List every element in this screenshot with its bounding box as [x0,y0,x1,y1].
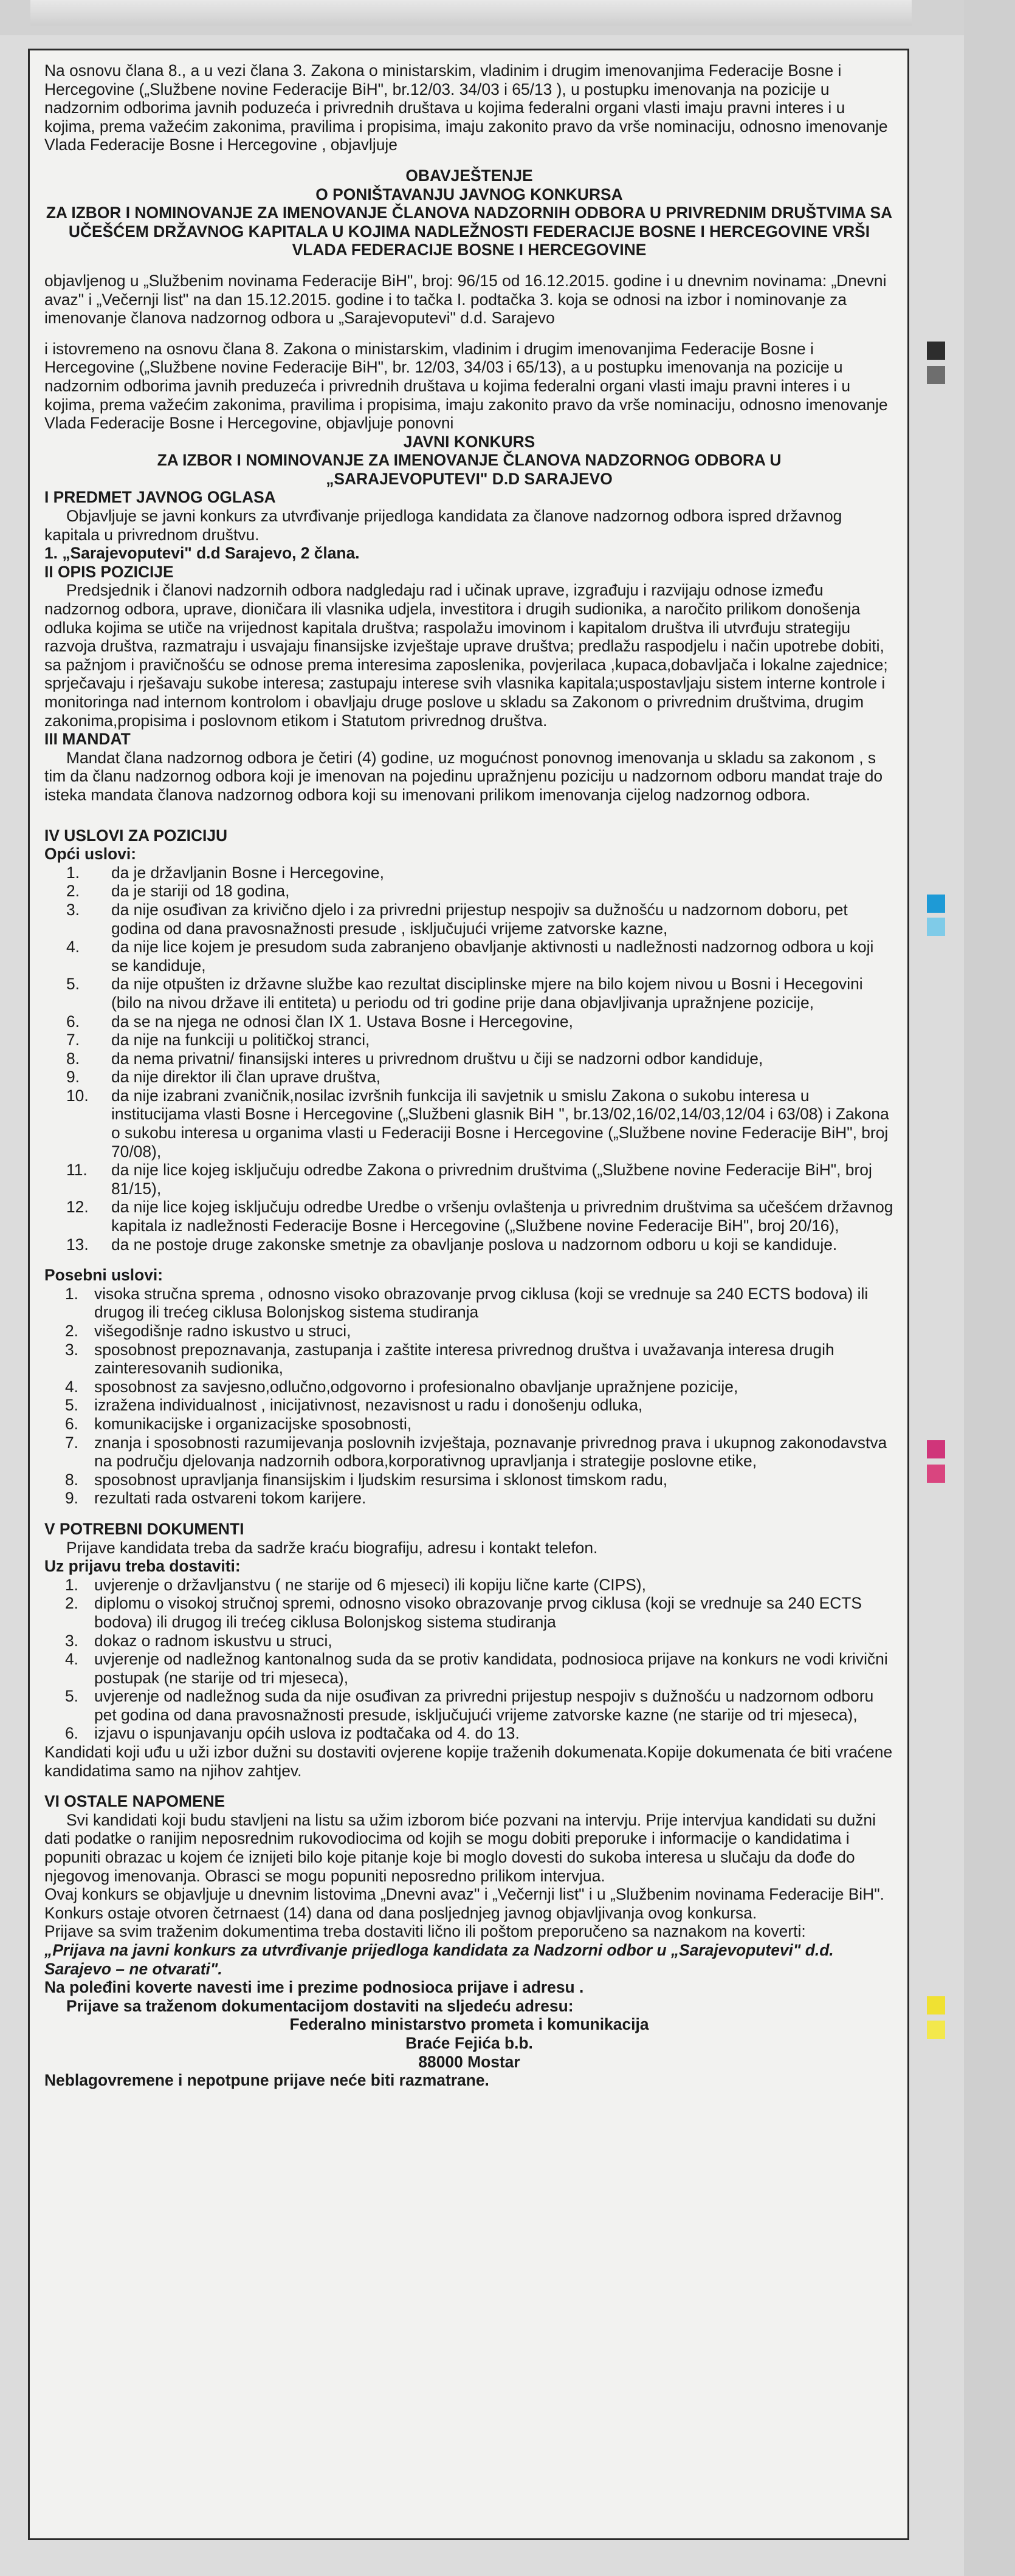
section-3-body: Mandat člana nadzornog odbora je četiri (4) godine, uz mogućnost ponovnog imenovanja u skladu sa zakonom , s tim da članu nadzornog odbora koji je imenovan na pojedinu upražnjenu poziciju u nadzornom odboru mandat traje do isteka mandata članova nadzornog odbora koji su imenovani prilikom imenovanja cijelog nadzornog odbora. [44,748,883,804]
list-item [44,975,894,1012]
list-item-text: sposobnost za savjesno,odlučno,odgovorno i profesionalno obavljanje upražnjene pozicije, [94,1377,738,1396]
list-item-number: 4. [65,1650,79,1669]
list-item-number: 1. [66,863,80,882]
list-item-text: da je državljanin Bosne i Hercegovine, [111,863,384,882]
notice-title [44,167,894,259]
section-5-heading: V POTREBNI DOKUMENTI [44,1519,244,1538]
section-6-body-1: Svi kandidati koji budu stavljeni na listu sa užim izborom biće pozvani na intervju. Prije intervjua kandidati su dužni dati podatke o ranijim neposrednim rukovodiocima od kojih se mogu dobiti preporuke i informacije o kandidatima i popuniti obrazac u kojem će iznijeti bilo koje pitanje koje bi moglo dovesti do sukoba interesa u slučaju da dođe do njegovog imenovanja. Obrasci se mogu popuniti neposredno prilikom intervjua. [44,1810,876,1885]
list-item-text: da nema privatni/ finansijski interes u privrednom društvu u čiji se nadzorni odbor kandiduje, [111,1049,763,1068]
list-item [44,1632,894,1650]
list-item [44,882,894,901]
list-item-number: 5. [65,1687,79,1706]
section-5-closing: Kandidati koji uđu u uži izbor dužni su dostaviti ovjerene kopije traženih dokumenata.Kopije dokumenata će biti vraćene kandidatima samo na njihov zahtjev. [44,1743,893,1780]
registration-mark-yellow-2 [927,2021,945,2039]
special-conditions-heading: Posebni uslovi: [44,1266,163,1285]
contest-title-line: ZA IZBOR I NOMINOVANJE ZA IMENOVANJE ČLANOVA NADZORNOG ODBORA U [157,451,782,470]
delivery-address [44,2015,894,2071]
list-item-text: da nije na funkciji u političkoj stranci, [111,1031,370,1049]
list-item-text: sposobnost upravljanja finansijskim i ljudskim resursima i sklonost timskom radu, [94,1470,668,1489]
list-item-text: komunikacijske i organizacijske sposobnosti, [94,1414,412,1433]
list-item [44,1471,894,1489]
list-item [44,1322,894,1341]
list-item-number: 13. [66,1235,89,1254]
list-item-number: 3. [65,1340,79,1359]
list-item [44,1049,894,1068]
list-item [44,1576,894,1595]
address-intro: Prijave sa traženom dokumentacijom dostaviti na sljedeću adresu: [66,1996,574,2015]
list-item [44,1415,894,1434]
list-item-text: sposobnost prepoznavanja, zastupanja i zaštite interesa privrednog društva i uvažavanja interesa drugih zainteresovanih sudionika, [94,1340,834,1378]
list-item [44,1724,894,1743]
list-item [44,1031,894,1049]
list-item-number: 12. [66,1198,89,1217]
list-item-number: 2. [65,1322,79,1340]
list-item [44,1161,894,1198]
list-item-text: da je stariji od 18 godina, [111,882,290,901]
section-5-body: Prijave kandidata treba da sadrže kraću biografiju, adresu i kontakt telefon. [66,1538,598,1557]
required-documents-list [44,1576,894,1743]
section-4-heading: IV USLOVI ZA POZICIJU [44,826,228,845]
list-item-text: da ne postoje druge zakonske smetnje za obavljanje poslova u nadzornom odboru u koji se kandiduje. [111,1235,838,1254]
public-notice-document [28,49,909,2540]
section-6-body-2: Ovaj konkurs se objavljuje u dnevnim listovima „Dnevni avaz" i „Večernji list" i u „Službenim novinama Federacije BiH". Konkurs ostaje otvoren četrnaest (14) dana od dana posljednjeg javnog objavljivanja ovog konkursa. [44,1885,884,1922]
list-item-number: 4. [65,1377,79,1396]
list-item-text: višegodišnje radno iskustvo u struci, [94,1322,351,1340]
required-documents-heading: Uz prijavu treba dostaviti: [44,1557,241,1576]
list-item-number: 9. [66,1068,80,1087]
list-item-text: rezultati rada ostvareni tokom karijere. [94,1489,366,1508]
address-line: 88000 Mostar [418,2052,520,2071]
list-item [44,1235,894,1254]
section-1-item: 1. „Sarajevoputevi" d.d Sarajevo, 2 člana. [44,544,360,563]
contest-title-line: JAVNI KONKURS [403,432,535,451]
envelope-label: „Prijava na javni konkurs za utvrđivanje prijedloga kandidata za Nadzorni odbor u „Sarajevoputevi" d.d. Sarajevo – ne otvarati". [44,1941,834,1978]
section-2-body: Predsjednik i članovi nadzornih odbora nadgledaju rad i učinak uprave, izgrađuju i razvijaju odnose između nadzornog odbora, uprave, dioničara ili vlasnika udjela, investitora i drugih sudionika, a naročito prilikom donošenja odluka kojima se utiče na vrijednost kapitala društva; raspolažu imovinom i kapitalom društva ili utvrđuju strategiju razvoja društva, razmatraju i usvajaju finansijske izvještaje uprave društva; predlažu raspodjelu i način upotrebe dobiti, sa pažnjom i pravičnošću se odnose prema interesima zaposlenika, povjerilaca ,kupaca,dobavljača i lokalne zajednice; sprječavaju i rješavaju sukobe interesa; zastupaju interese svih vlasnika kapitala;uspostavljaju sistem interne kontrole i monitoringa nad internom kontrolom i obavljaju druge poslove u skladu sa Zakonom o privrednim društvima, drugim zakonima,propisima i poslovnom etikom i Statutom privrednog društva. [44,581,888,730]
list-item-text: diplomu o visokoj stručnoj spremi, odnosno visoko obrazovanje prvog ciklusa (koji se vrednuje sa 240 ECTS bodova) ili drugog ili trećeg ciklusa Bolonjskog sistema studiranja [94,1594,862,1631]
list-item-number: 1. [65,1575,79,1594]
list-item [44,1396,894,1415]
list-item [44,1341,894,1378]
list-item [44,864,894,882]
envelope-back-note: Na poleđini koverte navesti ime i prezime podnosioca prijave i adresu . [44,1978,584,1997]
registration-mark-cyan [927,895,945,913]
list-item-number: 3. [65,1631,79,1650]
registration-mark-yellow [927,1996,945,2014]
registration-mark-magenta-2 [927,1465,945,1483]
list-item-number: 5. [66,975,80,994]
repeat-body: i istovremeno na osnovu člana 8. Zakona o ministarskim, vladinim i drugim imenovanjima Federacije Bosne i Hercegovine („Službene novine Federacije BiH", br. 12/03, 34/03 i 65/13), a u postupku imenovanja na pozicije u nadzornim odborima javnih preduzeća i privrednih društava u kojima federalni organi vlasti imaju pravni interes i u kojima, prema važećim zakonima, pravilima i propisima, imaju zakonito pravo da vrše nominaciju, odnosno imenovanje Vlada Federacije Bosne i Hercegovine, objavljuje ponovni [44,339,888,433]
list-item [44,1687,894,1724]
list-item-text: uvjerenje o državljanstvu ( ne starije od 6 mjeseci) ili kopiju lične karte (CIPS), [94,1575,646,1594]
section-6-body-3: Prijave sa svim traženim dokumentima treba dostaviti lično ili poštom preporučeno sa naznakom na koverti: [44,1922,806,1941]
list-item-number: 2. [66,882,80,901]
final-note: Neblagovremene i nepotpune prijave neće biti razmatrane. [44,2071,489,2090]
contest-title [44,433,894,489]
list-item-number: 9. [65,1489,79,1508]
list-item-text: visoka stručna sprema , odnosno visoko obrazovanje prvog ciklusa (koji se vrednuje sa 240 ECTS bodova) ili drugog ili trećeg ciklusa Bolonjskog sistema studiranja [94,1284,869,1322]
list-item-text: izjavu o ispunjavanju općih uslova iz podtačaka od 4. do 13. [94,1724,520,1743]
section-1-body: Objavljuje se javni konkurs za utvrđivanje prijedloga kandidata za članove nadzornog odbora ispred državnog kapitala u privrednom društvu. [44,507,842,544]
list-item [44,1434,894,1471]
list-item-number: 2. [65,1594,79,1613]
list-item [44,1198,894,1235]
list-item [44,1378,894,1396]
section-1-heading: I PREDMET JAVNOG OGLASA [44,488,276,507]
list-item-number: 4. [66,938,80,957]
special-conditions-list [44,1285,894,1508]
section-3-heading: III MANDAT [44,730,131,749]
registration-mark-magenta [927,1440,945,1458]
notice-body: objavljenog u „Službenim novinama Federacije BiH", broj: 96/15 od 16.12.2015. godine i u dnevnim novinama: „Dnevni avaz" i „Večernji list" na dan 15.12.2015. godine i to tačka I. podtačka 3. koja se odnosi na izbor i nominovanje za imenovanje članova nadzornog odbora u „Sarajevoputevi" d.d. Sarajevo [44,271,887,328]
list-item-number: 5. [65,1396,79,1415]
page-margin-strip [964,0,1015,2576]
list-item-text: da nije izabrani zvaničnik,nosilac izvršnih funkcija ili savjetnik u smislu Zakona o sukobu interesa u institucijama vlasti Bosne i Hercegovine („Službeni glasnik BiH ", br.13/02,16/02,14/03,12/04 i 63/08) i Zakona o sukobu interesa u organima vlasti u Federaciji Bosne i Hercegovine („Službene novine Federacije BiH", broj 70/08), [111,1086,889,1161]
list-item-number: 1. [65,1284,79,1303]
list-item-number: 8. [65,1470,79,1489]
list-item-text: da nije osuđivan za krivično djelo i za privredni prijestup nespojiv sa dužnošću u nadzornom doboru, pet godina od dana pravosnažnosti presude , isključujući vrijeme zatvorske kazne, [111,900,848,938]
general-conditions-list [44,864,894,1254]
list-item-text: uvjerenje od nadležnog kantonalnog suda da se protiv kandidata, podnosioca prijave na konkurs ne vodi krivični postupak (ne starije od tri mjeseca), [94,1650,888,1687]
list-item-number: 6. [65,1724,79,1743]
address-line: Braće Fejića b.b. [405,2033,533,2052]
registration-mark-black [927,342,945,360]
notice-title-line: O PONIŠTAVANJU JAVNOG KONKURSA [315,185,623,204]
list-item-text: da nije lice kojem je presudom suda zabranjeno obavljanje aktivnosti u nadležnosti nadzornog odbora u koji se kandiduje, [111,938,874,975]
general-conditions-heading: Opći uslovi: [44,845,137,864]
list-item-number: 6. [65,1414,79,1433]
registration-mark-cyan-light [927,918,945,936]
list-item-text: izražena individualnost , inicijativnost, nezavisnost u radu i donošenju odluka, [94,1396,643,1415]
list-item-text: uvjerenje od nadležnog suda da nije osuđivan za privredni prijestup nespojiv s dužnošću u nadzornom odboru pet godina od dana pravosnažnosti presude, isključujući vrijeme zatvorske kazne (ne starije od tri mjeseca), [94,1687,874,1724]
list-item [44,901,894,938]
list-item [44,1650,894,1687]
list-item-number: 3. [66,900,80,919]
section-2-heading: II OPIS POZICIJE [44,562,174,581]
notice-title-line: ZA IZBOR I NOMINOVANJE ZA IMENOVANJE ČLANOVA NADZORNIH ODBORA U PRIVREDNIM DRUŠTVIMA SA UČEŠĆEM DRŽAVNOG KAPITALA U KOJIMA NADLEŽNOSTI FEDERACIJE BOSNE I HERCEGOVINE VRŠI VLADA FEDERACIJE BOSNE I HERCEGOVINE [46,204,893,259]
list-item [44,1068,894,1087]
registration-mark-grey [927,366,945,384]
list-item-number: 7. [65,1433,79,1452]
list-item-number: 8. [66,1049,80,1068]
section-6-heading: VI OSTALE NAPOMENE [44,1792,225,1811]
list-item-text: da se na njega ne odnosi član IX 1. Ustava Bosne i Hercegovine, [111,1012,573,1031]
contest-title-line: „SARAJEVOPUTEVI" D.D SARAJEVO [326,469,613,488]
list-item [44,1285,894,1322]
list-item-text: da nije otpušten iz državne službe kao rezultat disciplinske mjere na bilo kojem nivou u Bosni i Hecegovini (bilo na nivou države ili entiteta) u periodu od tri godine prije dana objavljivanja upražnjene pozicije, [111,975,863,1012]
list-item-number: 7. [66,1031,80,1049]
list-item-text: znanja i sposobnosti razumijevanja poslovnih izvještaja, poznavanje privrednog prava i ukupnog zakonodavstva na području djelovanja nadzornih odbora,korporativnog upravljanja i strategije poslovne etike, [94,1433,887,1471]
list-item-number: 11. [66,1161,88,1180]
list-item [44,1087,894,1161]
address-line: Federalno ministarstvo prometa i komunikacija [289,2015,649,2034]
list-item-text: da nije direktor ili član uprave društva, [111,1068,380,1087]
list-item-text: da nije lice kojeg isključuju odredbe Uredbe o vršenju ovlaštenja u privrednim društvima sa učešćem državnog kapitala iz nadležnosti Federacije Bosne i Hercegovine („Službene novine Federacije BiH", broj 20/16), [111,1198,893,1235]
list-item-number: 6. [66,1012,80,1031]
list-item [44,1594,894,1631]
list-item-text: dokaz o radnom iskustvu u struci, [94,1631,332,1650]
intro-paragraph: Na osnovu člana 8., a u vezi člana 3. Zakona o ministarskim, vladinim i drugim imenovanjima Federacije Bosne i Hercegovine („Službene novine Federacije BiH", br.12/03. 34/03 i 65/13 ), u postupku imenovanja na pozicije u nadzornim odborima javnih poduzeća i privrednih društava u kojima federalni organi vlasti imaju pravni interes i u kojima, prema važećim zakonima, pravilima i propisima, imaju zakonito pravo da vrše nominaciju, odnosno imenovanje Vlada Federacije Bosne i Hercegovine , objavljuje [44,61,888,154]
previous-article-fragment [30,0,912,26]
list-item [44,938,894,975]
notice-title-line: OBAVJEŠTENJE [405,166,533,185]
list-item-text: da nije lice kojeg isključuju odredbe Zakona o privrednim društvima („Službene novine Federacije BiH", broj 81/15), [111,1161,872,1198]
list-item [44,1012,894,1031]
list-item [44,1489,894,1508]
list-item-number: 10. [66,1086,89,1105]
